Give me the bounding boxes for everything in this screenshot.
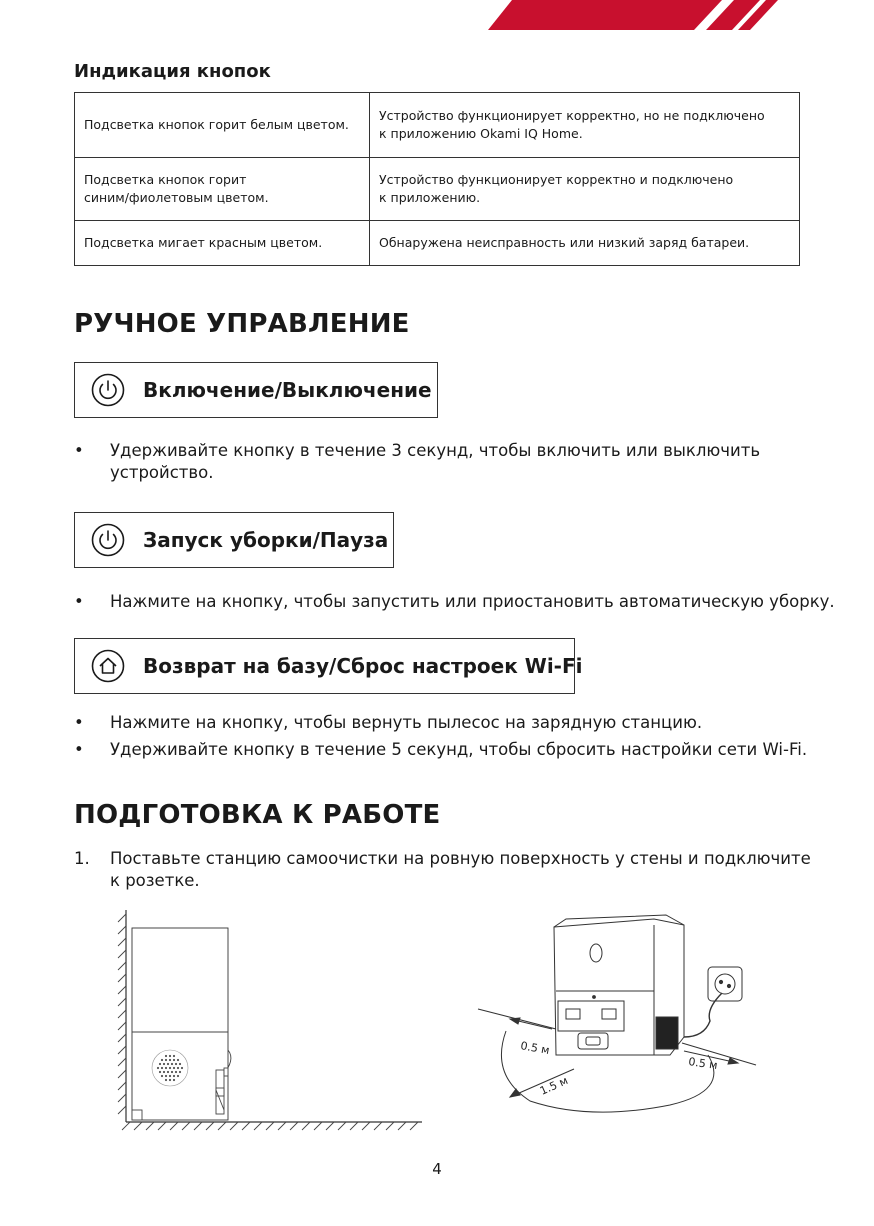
indicator-state-cell: Подсветка мигает красным цветом. — [75, 221, 370, 266]
indicator-state-cell: Подсветка кнопок горит белым цветом. — [75, 93, 370, 158]
red-stripe-main — [488, 0, 722, 30]
home-button-box — [74, 638, 583, 694]
button-indication-title: Индикация кнопок — [74, 61, 271, 82]
station-clearance-figure — [470, 905, 780, 1125]
list-item: 1. Поставьте станцию самоочистки на ровную поверхность у стены и подключите к розетке. — [74, 849, 811, 890]
power-button-box — [74, 362, 438, 418]
right-clearance-label: 0.5 м — [687, 1055, 719, 1073]
power-icon — [91, 373, 125, 407]
table-row — [75, 221, 800, 266]
start-pause-button-box — [74, 512, 394, 568]
wall-hatching — [118, 914, 126, 1114]
indication-table — [74, 92, 800, 266]
start-pause-label: Запуск уборки/Пауза — [143, 528, 389, 552]
page-number: 4 — [432, 1160, 442, 1178]
home-icon — [91, 649, 125, 683]
floor-hatching — [122, 1122, 418, 1130]
indicator-meaning-cell: Устройство функционирует корректно и подключено к приложению. — [370, 158, 800, 221]
left-clearance-label: 0.5 м — [519, 1039, 551, 1058]
home-button-label: Возврат на базу/Сброс настроек Wi-Fi — [143, 654, 583, 678]
header-stripes — [0, 0, 874, 40]
indicator-state-cell: Подсветка кнопок горит синим/фиолетовым цветом. — [75, 158, 370, 221]
station-side-view-figure — [110, 900, 430, 1140]
power-icon — [91, 523, 125, 557]
table-row — [75, 93, 800, 158]
station-grille — [152, 1050, 188, 1086]
preparation-title: ПОДГОТОВКА К РАБОТЕ — [74, 800, 441, 830]
indicator-meaning-cell: Устройство функционирует корректно, но не подключено к приложению Okami IQ Home. — [370, 93, 800, 158]
manual-control-title: РУЧНОЕ УПРАВЛЕНИЕ — [74, 309, 410, 339]
front-clearance-label: 1.5 м — [537, 1073, 570, 1098]
table-row — [75, 158, 800, 221]
power-button-label: Включение/Выключение — [143, 378, 432, 402]
indicator-meaning-cell: Обнаружена неисправность или низкий заряд батареи. — [370, 221, 800, 266]
